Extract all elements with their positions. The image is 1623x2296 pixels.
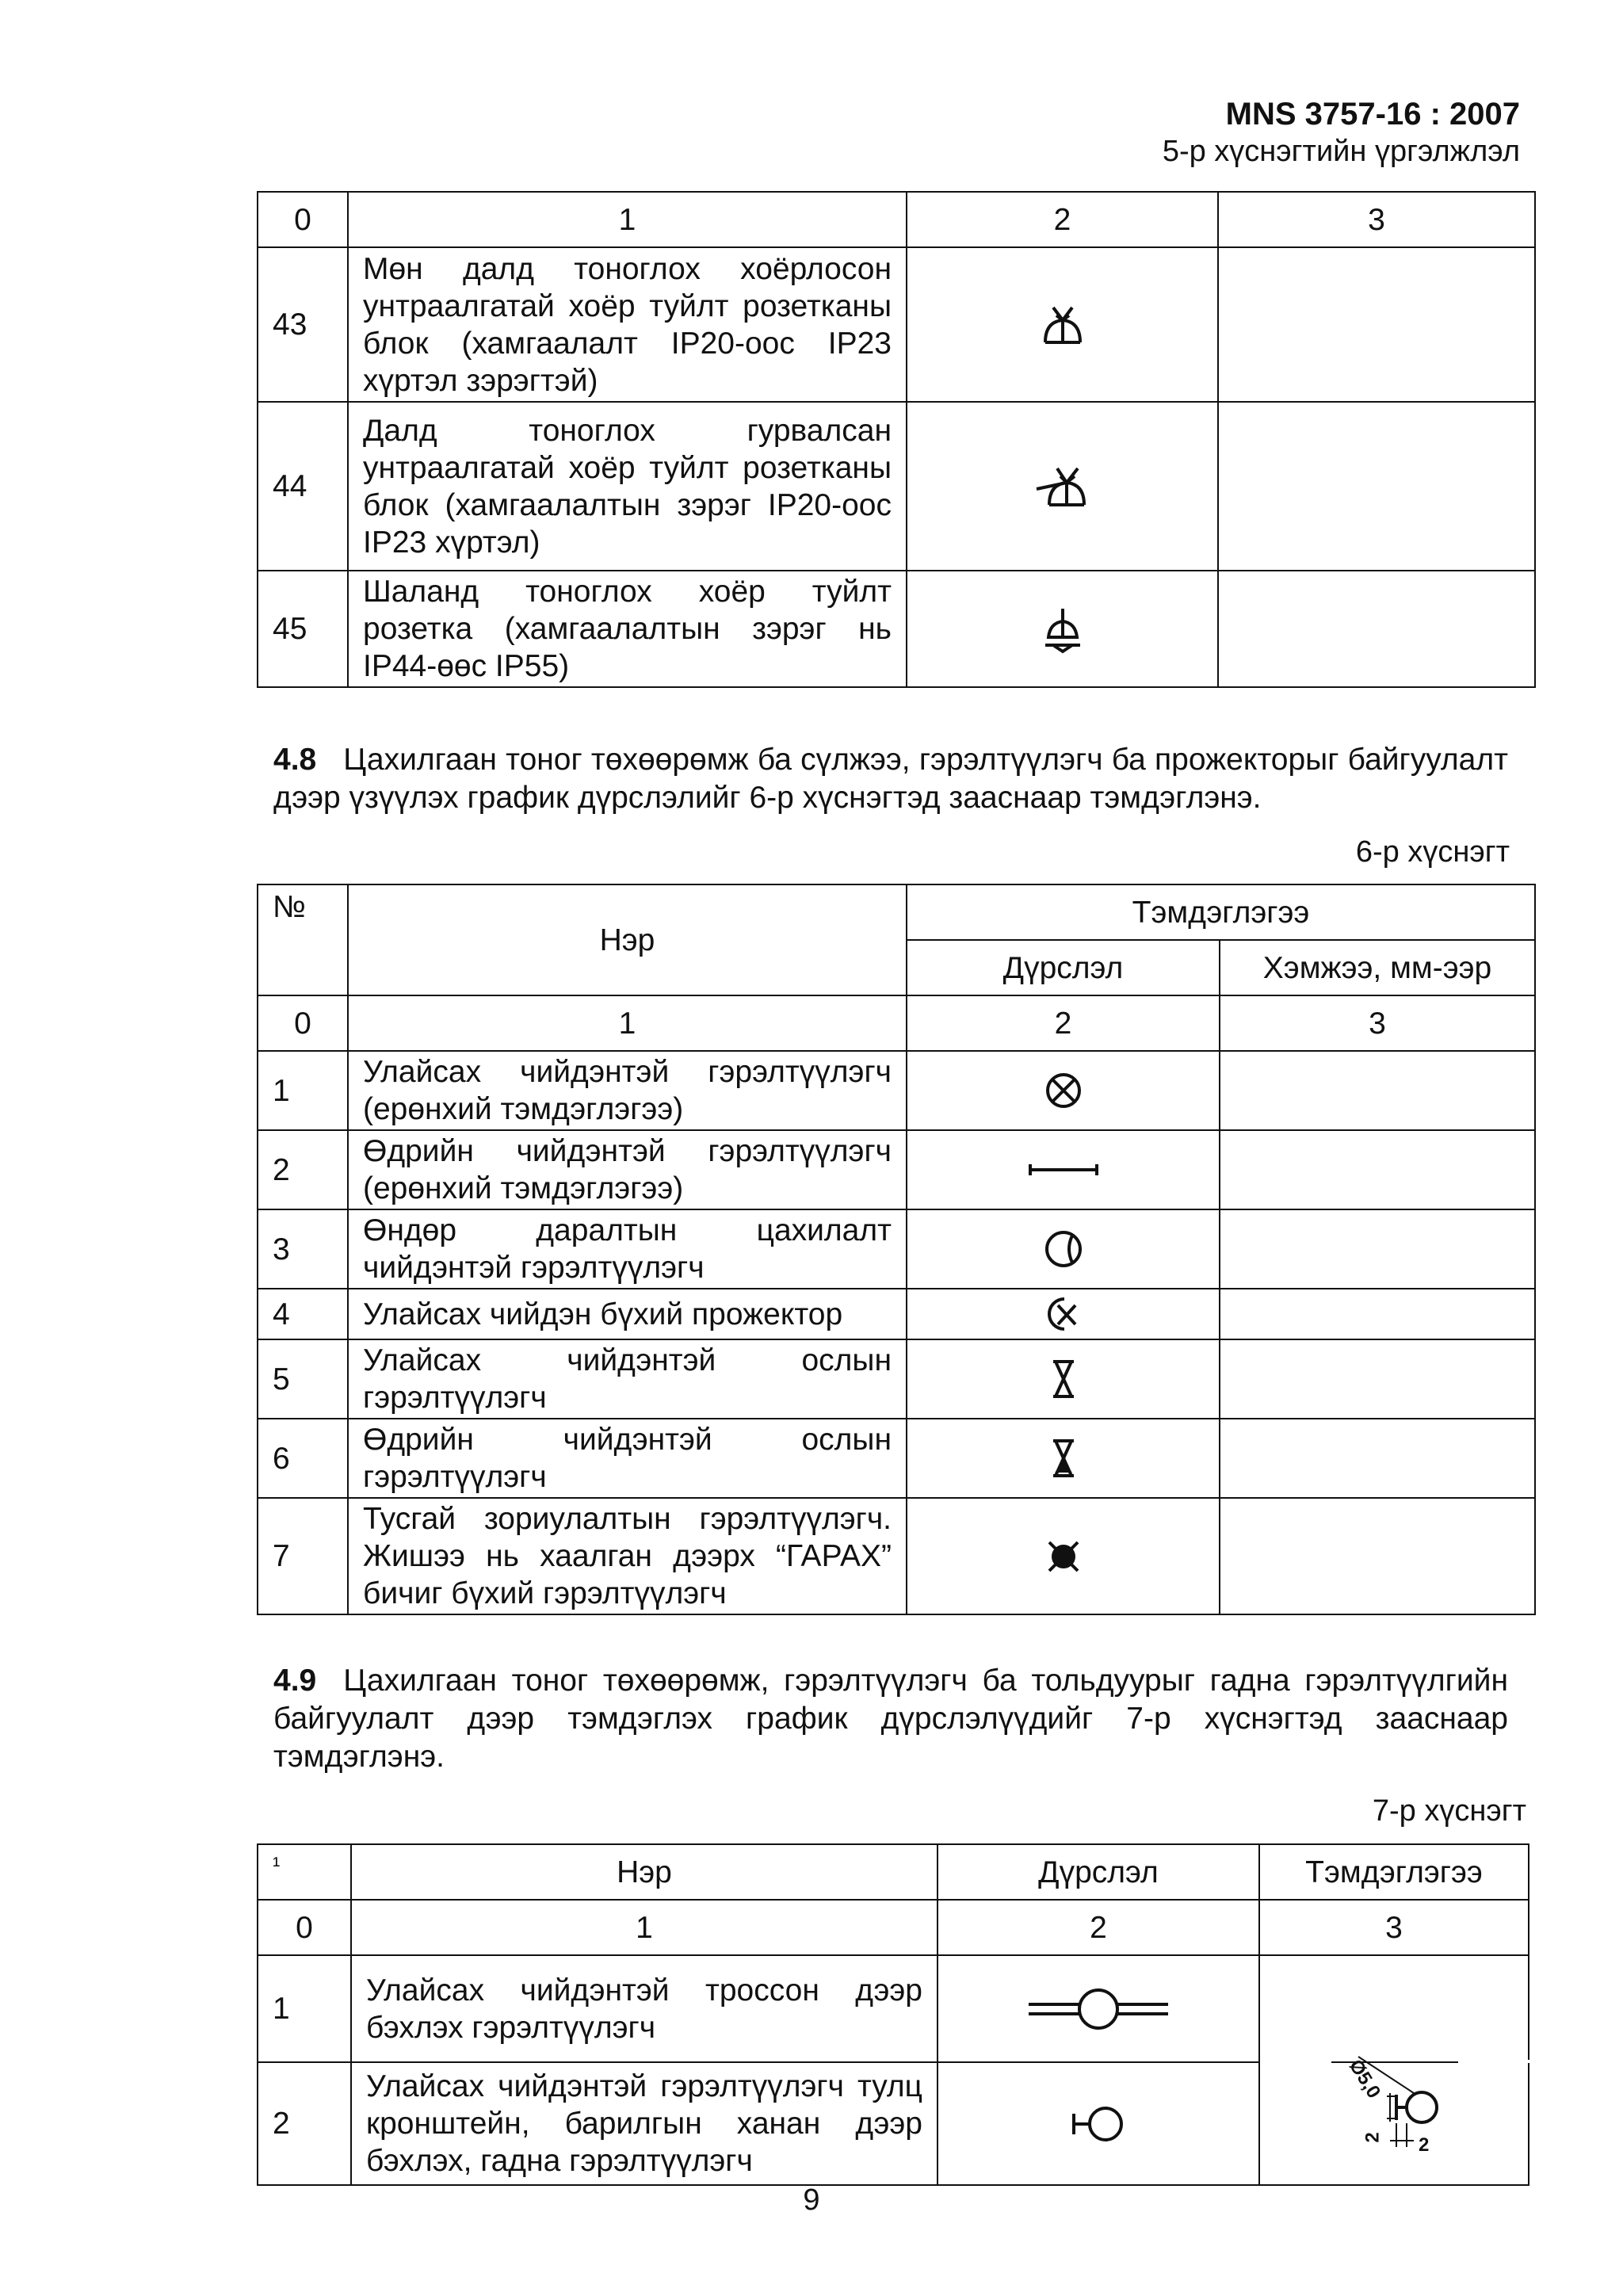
incandescent-luminaire-icon	[1044, 1072, 1083, 1110]
table-row	[258, 1289, 1535, 1339]
dimension-height-label: 2	[1361, 2132, 1384, 2143]
dimension-width-label: 2	[1419, 2134, 1430, 2156]
table-row	[258, 1419, 1535, 1498]
table-6-caption: 6-р хүснэгт	[1355, 835, 1510, 869]
col-number: 2	[907, 192, 1218, 247]
row-number: 2	[258, 1130, 348, 1209]
row-name: Өдрийн чийдэнтэй ослын гэрэлтүүлэгч	[348, 1419, 907, 1498]
dimension-separator-lines	[1260, 2060, 1529, 2063]
row-name: Өдрийн чийдэнтэй гэрэлтүүлэгч (ерөнхий тэмдэглэгээ)	[348, 1130, 907, 1209]
emergency-fluorescent-luminaire-icon	[1051, 1438, 1076, 1478]
row-number: 7	[258, 1498, 348, 1614]
row-number: 5	[258, 1339, 348, 1419]
table-row	[258, 1900, 1529, 1955]
section-number: 4.8	[273, 743, 317, 777]
row-name: Улайсах чийдэнтэй гэрэлтүүлэгч (ерөнхий тэмдэглэгээ)	[348, 1051, 907, 1130]
row-name: Далд тоноглох гурвалсан унтраалгатай хоёр туйлт розетканы блок (хамгаалалтын зэрэг IP20-оос IP23 хүртэл)	[348, 402, 907, 571]
cable-mounted-luminaire-icon	[1027, 1987, 1170, 2031]
table-row	[258, 192, 1535, 247]
dimension-diameter-label: Ø5,0	[1344, 2055, 1385, 2103]
table-row	[258, 402, 1535, 571]
col-number: 3	[1218, 192, 1535, 247]
row-number: 44	[258, 402, 348, 571]
row-name: Улайсах чийдэн бүхий прожектор	[348, 1289, 907, 1339]
header-image: Дүрслэл	[907, 940, 1220, 995]
hid-luminaire-icon	[1044, 1229, 1083, 1269]
fluorescent-luminaire-icon	[1028, 1162, 1099, 1178]
col-number: 0	[258, 995, 348, 1051]
section-number: 4.9	[273, 1664, 317, 1698]
row-name: Шаланд тоноглох хоёр туйлт розетка (хамгаалалтын зэрэг нь IP44-өөс IP55)	[348, 571, 907, 687]
table-row	[258, 1130, 1535, 1209]
row-name: Мөн далд тоноглох хоёрлосон унтраалгатай хоёр туйлт розетканы блок (хамгаалалт IP20-оос IP23 хүртэл зэрэгтэй)	[348, 247, 907, 402]
row-number: 1	[258, 1955, 351, 2062]
emergency-luminaire-icon	[1051, 1359, 1076, 1399]
table-row	[258, 247, 1535, 402]
section-text: Цахилгаан тоног төхөөрөмж, гэрэлтүүлэгч ба тольдуурыг гадна гэрэлтүүлгийн байгуулалт дээр тэмдэглэх график дүрслэлүүдийг 7-р хүснэгтэд зааснаар тэмдэглэнэ.	[273, 1664, 1508, 1774]
row-name: Өндөр даралтын цахилалт чийдэнтэй гэрэлтүүлэгч	[348, 1209, 907, 1289]
col-number: 3	[1220, 995, 1535, 1051]
col-number: 1	[348, 192, 907, 247]
row-number: 6	[258, 1419, 348, 1498]
header-size: Хэмжээ, мм-ээр	[1220, 940, 1535, 995]
table-row	[258, 995, 1535, 1051]
row-name: Улайсах чийдэнтэй ослын гэрэлтүүлэгч	[348, 1339, 907, 1419]
table-6	[257, 884, 1536, 1615]
section-4-8	[273, 741, 1508, 817]
row-number: 1	[258, 1051, 348, 1130]
table-row	[258, 1498, 1535, 1614]
row-number: 45	[258, 571, 348, 687]
table-7	[257, 1843, 1529, 2186]
table-row	[258, 571, 1535, 687]
header-no: ¹	[258, 1844, 351, 1900]
exit-sign-luminaire-icon	[1046, 1539, 1081, 1574]
section-text: Цахилгаан тоног төхөөрөмж ба сүлжээ, гэрэлтүүлэгч ба прожекторыг байгуулалт дээр үзүүлэх график дүрслэлийг 6-р хүснэгтэд зааснаар тэмдэглэнэ.	[273, 743, 1508, 815]
col-number: 1	[348, 995, 907, 1051]
page-number: 9	[803, 2183, 820, 2217]
table-7-caption: 7-р хүснэгт	[1372, 1794, 1526, 1828]
col-number: 2	[907, 995, 1220, 1051]
row-number: 3	[258, 1209, 348, 1289]
col-number: 0	[258, 1900, 351, 1955]
col-number: 1	[351, 1900, 938, 1955]
row-number: 2	[258, 2062, 351, 2185]
row-number: 43	[258, 247, 348, 402]
header-image: Дүрслэл	[938, 1844, 1259, 1900]
table-row	[258, 1051, 1535, 1130]
standard-number: MNS 3757-16 : 2007	[1225, 97, 1520, 132]
header-no: №	[258, 884, 348, 995]
floodlight-icon	[1045, 1296, 1082, 1332]
header-designation: Тэмдэглэгээ	[1259, 1844, 1529, 1900]
col-number: 2	[938, 1900, 1259, 1955]
header-name: Нэр	[351, 1844, 938, 1900]
double-socket-block-triple-switch-icon	[1033, 462, 1092, 511]
table-row	[258, 1339, 1535, 1419]
col-number: 0	[258, 192, 348, 247]
table-continuation-label: 5-р хүснэгтийн үргэлжлэл	[1162, 135, 1520, 168]
double-socket-block-double-switch-icon	[1039, 301, 1086, 349]
table-row	[258, 2062, 1529, 2185]
row-name: Тусгай зориулалтын гэрэлтүүлэгч. Жишээ нь хаалган дээрх “ГАРАХ” бичиг бүхий гэрэлтүүлэгч	[348, 1498, 907, 1614]
col-number: 3	[1259, 1900, 1529, 1955]
row-name: Улайсах чийдэнтэй гэрэлтүүлэгч тулц кронштейн, барилгын ханан дээр бэхлэх, гадна гэрэлтүүлэгч	[351, 2062, 938, 2185]
row-name: Улайсах чийдэнтэй троссон дээр бэхлэх гэрэлтүүлэгч	[351, 1955, 938, 2062]
row-number: 4	[258, 1289, 348, 1339]
section-4-9	[273, 1662, 1508, 1776]
header-name: Нэр	[348, 884, 907, 995]
table-row	[258, 1209, 1535, 1289]
header-designation: Тэмдэглэгээ	[907, 884, 1535, 940]
bracket-wall-luminaire-icon	[1071, 2104, 1126, 2144]
floor-socket-icon	[1041, 606, 1085, 653]
table-5-continuation	[257, 191, 1536, 688]
